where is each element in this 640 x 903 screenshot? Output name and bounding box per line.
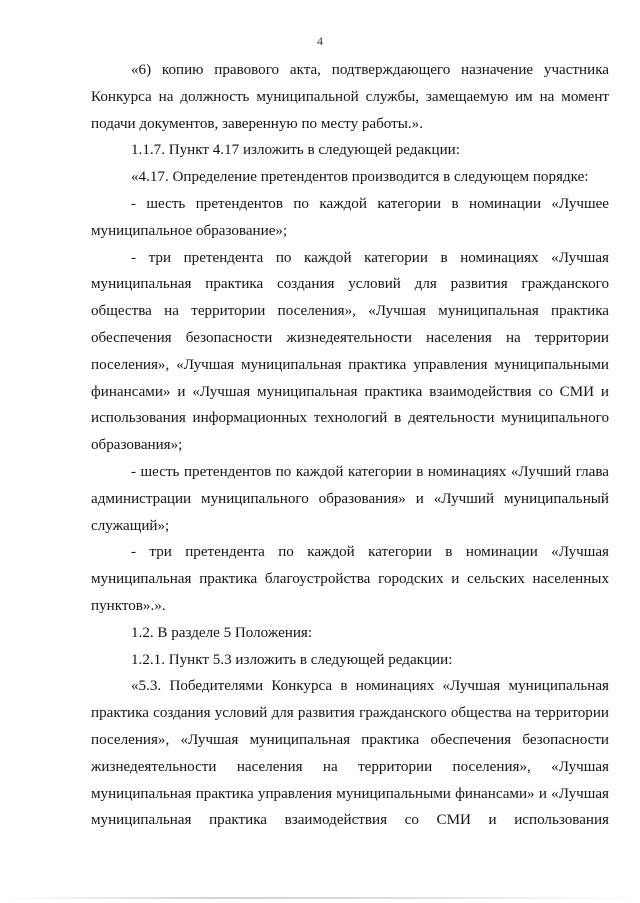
text-line: служащий»; [91,517,170,534]
text-line: подачи документов, заверенную по месту работы.». [91,115,423,132]
text-line: пунктов».». [91,597,166,614]
paragraph [91,245,609,459]
paragraph [91,57,609,137]
text-line: образования»; [91,437,183,454]
page-number: 4 [317,34,323,48]
text-line: «6) копию правового акта, подтверждающего назначение участника [131,62,609,78]
text-line: жизнедеятельности населения на территории поселения», «Лучшая [91,758,609,775]
text-line: поселения», «Лучшая муниципальная практика управления муниципальными [91,356,609,373]
paragraph [91,620,609,647]
text-line: общества на территории поселения», «Лучшая муниципальная практика [91,303,609,320]
text-line: - шесть претендентов по каждой категории в номинациях «Лучший глава [131,463,609,480]
text-line: «5.3. Победителями Конкурса в номинациях «Лучшая муниципальная [131,678,609,695]
text-line: обеспечения безопасности жизнедеятельности населения на территории [91,329,609,346]
text-line: муниципальная практика управления муниципальными финансами» и «Лучшая [91,785,609,802]
text-line: - три претендента по каждой категории в номинациях «Лучшая [131,249,609,266]
text-line: 1.2.1. Пункт 5.3 изложить в следующей редакции: [131,651,453,668]
text-line: использования информационных технологий в деятельности муниципального [91,410,609,427]
text-line: - три претендента по каждой категории в номинации «Лучшая [131,544,609,561]
text-line: поселения», «Лучшая муниципальная практика обеспечения безопасности [91,731,609,748]
paragraph [91,137,609,164]
text-line: финансами» и «Лучшая муниципальная практика взаимодействия со СМИ и [91,383,609,400]
text-line: Конкурса на должность муниципальной службы, замещаемую им на момент [91,88,609,105]
body-text [91,57,609,834]
text-line: администрации муниципального образования» и «Лучший муниципальный [91,490,609,507]
text-line: муниципальная практика создания условий для развития гражданского [91,276,609,293]
paragraph [91,539,609,619]
text-line: - шесть претендентов по каждой категории в номинации «Лучшее [131,195,609,212]
text-line: «4.17. Определение претендентов производится в следующем порядке: [131,169,589,186]
text-line: муниципальное образование»; [91,222,288,239]
paragraph [91,191,609,245]
scan-edge-shadow [0,897,640,899]
paragraph [91,647,609,674]
text-line: муниципальная практика благоустройства городских и сельских населенных [91,571,609,588]
text-line: муниципальная практика взаимодействия со СМИ и использования [91,812,609,829]
text-line: 1.2. В разделе 5 Положения: [131,624,313,641]
paragraph [91,673,609,834]
paragraph [91,164,609,191]
text-line: практика создания условий для развития гражданского общества на территории [91,705,609,722]
text-line: 1.1.7. Пункт 4.17 изложить в следующей редакции: [131,142,460,159]
paragraph [91,459,609,539]
